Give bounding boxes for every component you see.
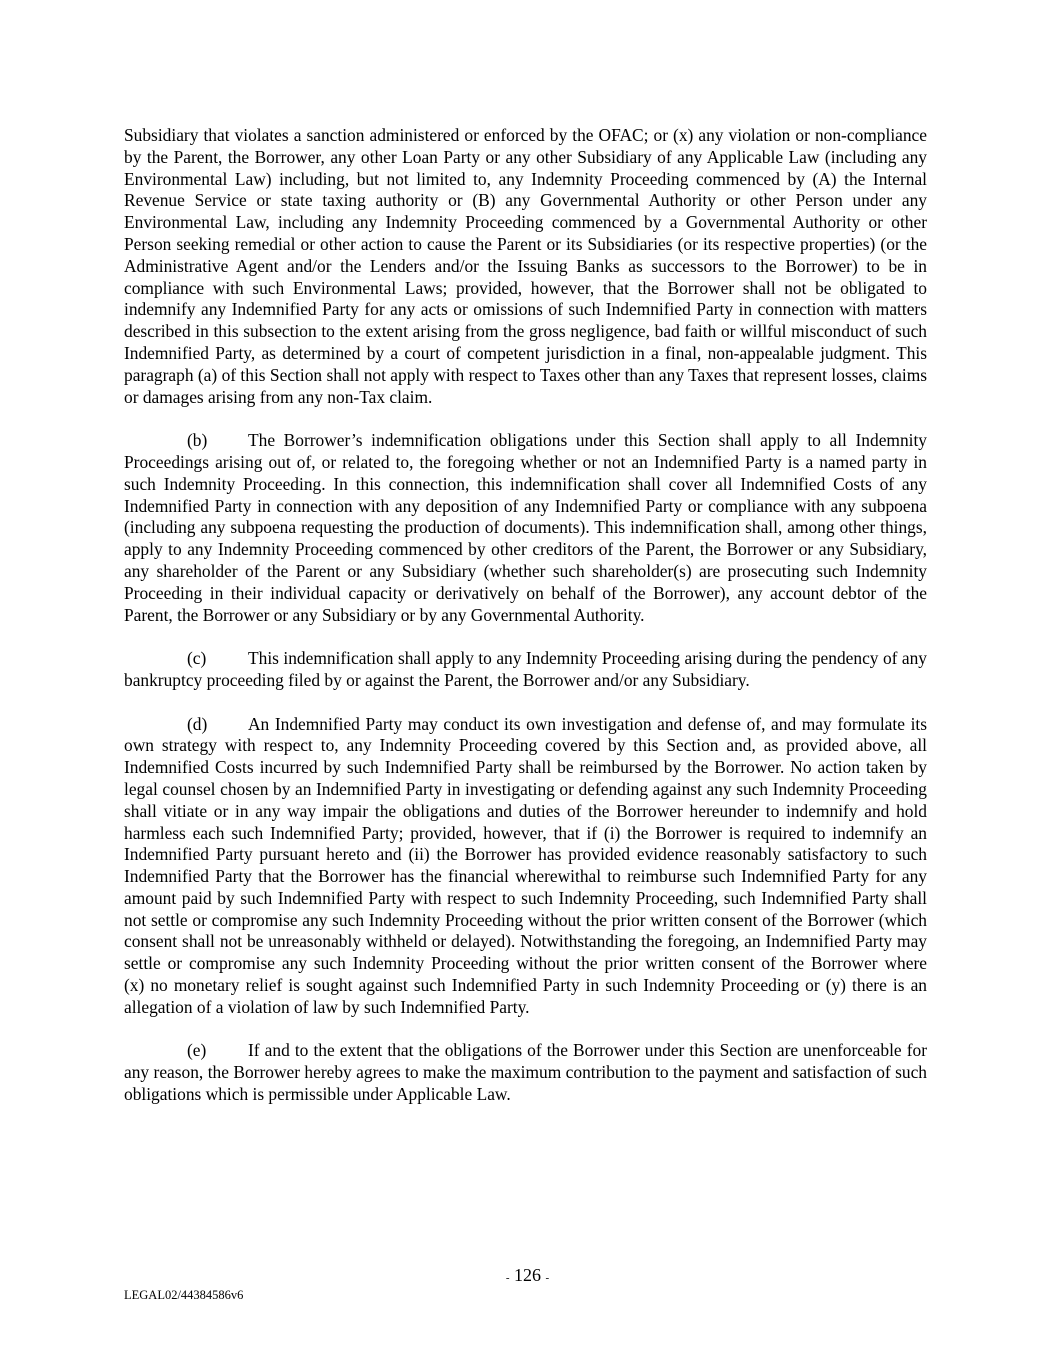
paragraph-d: (d) An Indemnified Party may conduct its own investigation and defense of, and may formulate its own strategy with respect to, any Indemnity Proceeding covered by this Section and, as provided above, all Indemnified Costs incurred by such Indemnified Party shall be reimbursed by the Borrower. No action taken by legal counsel chosen by an Indemnified Party in investigating or defending against any such Indemnity Proceeding shall vitiate or in any way impair the obligations and duties of the Borrower hereunder to indemnify and hold harmless each such Indemnified Party; provided, however, that if (i) the Borrower is required to indemnify an Indemnified Party pursuant hereto and (ii) the Borrower has provided evidence reasonably satisfactory to such Indemnified Party that the Borrower has the financial wherewithal to reimburse such Indemnified Party for any amount paid by such Indemnified Party with respect to such Indemnity Proceeding, such Indemnified Party shall not settle or compromise any such Indemnity Proceeding without the prior written consent of the Borrower (which consent shall not be unreasonably withheld or delayed). Notwithstanding the foregoing, an Indemnified Party may settle or compromise any such Indemnity Proceeding without the prior written consent of the Borrower where (x) no monetary relief is sought against such Indemnified Party in such Indemnity Proceeding or (y) there is an allegation of a violation of law by such Indemnified Party.	[124, 713, 927, 1017]
paragraph-a-continuation: Subsidiary that violates a sanction administered or enforced by the OFAC; or (x) any violation or non-compliance by the Parent, the Borrower, any other Loan Party or any other Subsidiary of any Applicable Law (including any Environmental Law) including, but not limited to, any Indemnity Proceeding commenced by (A) the Internal Revenue Service or state taxing authority or (B) any Governmental Authority or other Person under any Environmental Law, including any Indemnity Proceeding commenced by a Governmental Authority or other Person seeking remedial or other action to cause the Parent or its Subsidiaries (or its respective properties) (or the Administrative Agent and/or the Lenders and/or the Issuing Banks as successors to the Borrower) to be in compliance with such Environmental Laws; provided, however, that the Borrower shall not be obligated to indemnify any Indemnified Party for any acts or omissions of such Indemnified Party in connection with matters described in this subsection to the extent arising from the gross negligence, bad faith or willful misconduct of such Indemnified Party, as determined by a court of competent jurisdiction in a final, non-appealable judgment. This paragraph (a) of this Section shall not apply with respect to Taxes other than any Taxes that represent losses, claims or damages arising from any non-Tax claim.	[124, 125, 927, 407]
page-number: - 126 -	[505, 1265, 550, 1285]
paragraph-c: (c) This indemnification shall apply to any Indemnity Proceeding arising during the pendency of any bankruptcy proceeding filed by or against the Parent, the Borrower and/or any Subsidiary.	[124, 648, 927, 690]
document-body	[124, 125, 927, 1128]
paragraph-e: (e) If and to the extent that the obligations of the Borrower under this Section are unenforceable for any reason, the Borrower hereby agrees to make the maximum contribution to the payment and satisfaction of such obligations which is permissible under Applicable Law.	[124, 1040, 927, 1105]
paragraph-label: (d)	[187, 713, 208, 734]
paragraph-b: (b) The Borrower’s indemnification obligations under this Section shall apply to all Indemnity Proceedings arising out of, or related to, the foregoing whether or not an Indemnified Party is a named party in such Indemnity Proceeding. In this connection, this indemnification shall cover all Indemnified Costs of any Indemnified Party in connection with any deposition of any Indemnified Party or compliance with any subpoena (including any subpoena requesting the production of documents). This indemnification shall, among other things, apply to any Indemnity Proceeding commenced by other creditors of the Parent, the Borrower or any Subsidiary, any shareholder of the Parent or any Subsidiary (whether such shareholder(s) are prosecuting such Indemnity Proceeding in their individual capacity or derivatively on behalf of the Borrower), any account debtor of the Parent, the Borrower or any Subsidiary or by any Governmental Authority.	[124, 430, 927, 625]
paragraph-label: (c)	[187, 648, 207, 669]
paragraph-label: (e)	[187, 1040, 207, 1061]
document-id: LEGAL02/44384586v6	[124, 1288, 244, 1302]
paragraph-label: (b)	[187, 430, 208, 451]
